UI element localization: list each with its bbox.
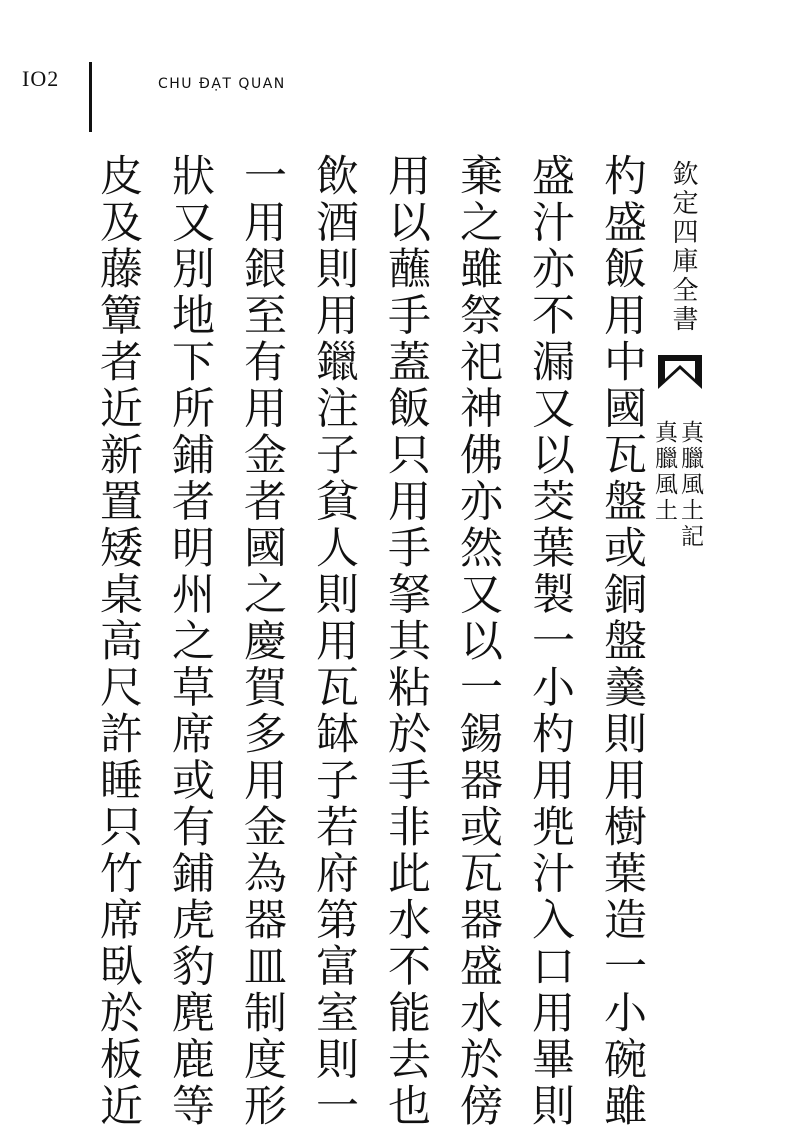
margin-subtitle-column: 真臘風土 bbox=[651, 420, 677, 524]
header-divider bbox=[89, 62, 92, 132]
margin-subtitle-column: 真臘風土記 bbox=[677, 420, 703, 550]
page-number: IO2 bbox=[22, 66, 60, 91]
text-column: 皮及藤簟者近新置矮桌高尺許睡只竹席臥於板近 bbox=[93, 153, 143, 1130]
text-column: 狀又別地下所鋪者明州之草席或有鋪虎豹麂鹿等 bbox=[165, 153, 215, 1130]
text-column: 棄之雖祭祀神佛亦然又以一錫器或瓦器盛水於傍 bbox=[453, 153, 503, 1130]
main-text bbox=[88, 153, 658, 1130]
text-column: 盛汁亦不漏又以茭葉製一小杓用兠汁入口用畢則 bbox=[525, 153, 575, 1130]
fishtail-mark bbox=[657, 352, 703, 392]
text-column: 用以蘸手蓋飯只用手拏其粘於手非此水不能去也 bbox=[381, 153, 431, 1130]
text-column: 飲酒則用鑞注子貧人則用瓦缽子若府第富室則一 bbox=[309, 153, 359, 1130]
margin-subtitle bbox=[652, 420, 702, 570]
running-head: CHU ĐẠT QUAN bbox=[158, 76, 286, 92]
text-column: 杓盛飯用中國瓦盤或銅盤羹則用樹葉造一小碗雖 bbox=[597, 153, 647, 1130]
text-column: 一用銀至有用金者國之慶賀多用金為器皿制度形 bbox=[237, 153, 287, 1130]
margin-title: 欽定四庫全書 bbox=[668, 160, 698, 334]
